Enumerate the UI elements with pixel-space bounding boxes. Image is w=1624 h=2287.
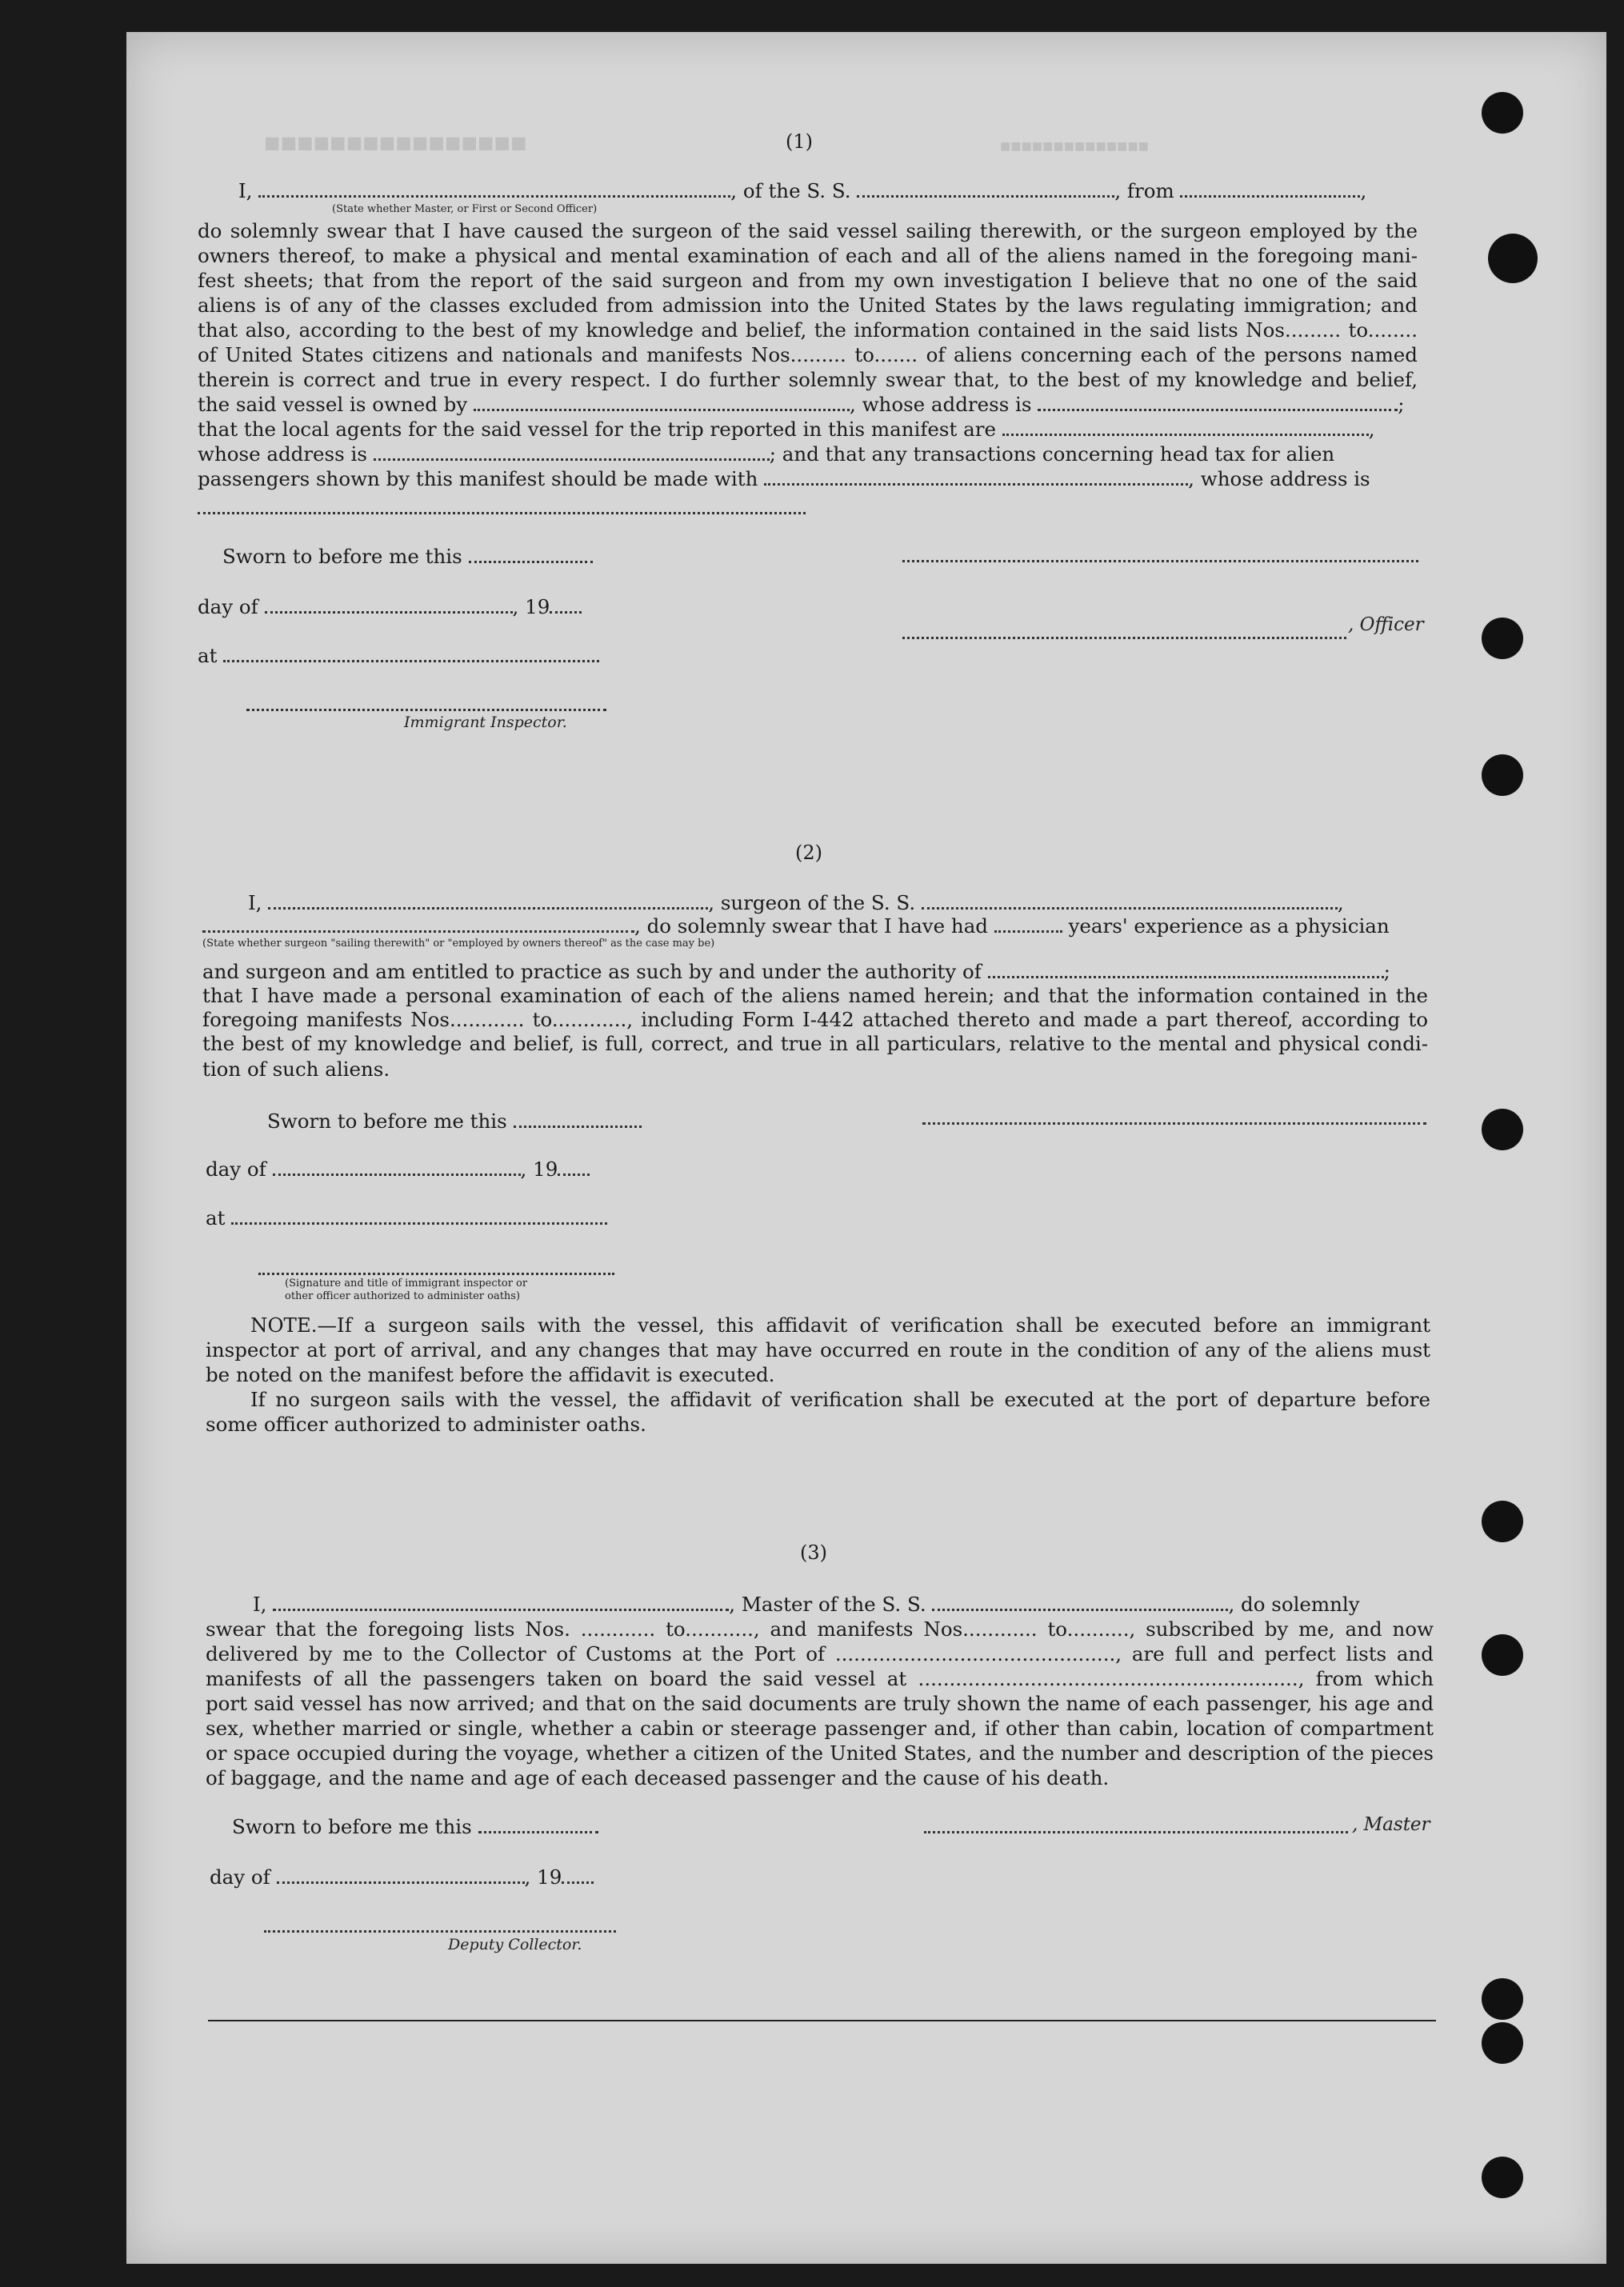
master-signature-line [924, 1831, 1348, 1833]
year-blank [550, 608, 582, 614]
note-line-4: If no surgeon sails with the vessel, the affidavit of verification shall be executed at the port of departure before [250, 1388, 1430, 1411]
sec1-line: of United States citizens and nationals and manifests Nos......... to....... of aliens concerning each of the persons named [198, 343, 1418, 366]
month-blank [277, 1878, 525, 1884]
sec3-last-line: of baggage, and the name and age of each deceased passenger and the cause of his death. [206, 1766, 1110, 1789]
surgeon-status-blank [202, 927, 634, 933]
contact-address-blank [198, 512, 806, 514]
officer-signature-line [902, 637, 1346, 639]
sec3-intro-row [253, 1592, 1360, 1617]
sworn-day-blank [469, 558, 593, 563]
sworn-day-blank [514, 1122, 642, 1128]
note-master: (State whether Master, or First or Second Officer) [332, 203, 598, 215]
note-surgeon: (State whether surgeon "sailing therewith" or "employed by owners thereof" as the case may be) [202, 938, 715, 950]
sworn-label: Sworn to before me this [222, 545, 462, 568]
sec3-sworn [232, 1814, 598, 1839]
sec2-line: foregoing manifests Nos............ to............, including Form I-442 attached thereto and made a part thereof, according to [202, 1008, 1428, 1031]
punch-hole [1482, 1978, 1523, 2020]
deputy-collector-label: Deputy Collector. [448, 1936, 582, 1953]
local-agents-label: that the local agents for the said vessel for the trip reported in this manifest are [198, 418, 996, 441]
sec3-line: manifests of all the passengers taken on board the said vessel at ............................................................., from which [206, 1667, 1434, 1690]
sec2-sworn [267, 1109, 642, 1134]
sec2-at [206, 1205, 607, 1230]
vessel-name-blank [857, 192, 1114, 198]
surgeon-name-blank [268, 904, 708, 910]
sec3-line: or space occupied during the voyage, whether a citizen of the United States, and the number and description of the pieces [206, 1741, 1434, 1765]
sec1-at [198, 643, 599, 668]
head-tax-contact-blank [764, 480, 1188, 486]
owner-address-blank [1038, 406, 1398, 411]
sec2-intro-row: I, , surgeon of the S. S. , [248, 891, 1344, 914]
punch-hole [1482, 2022, 1523, 2064]
month-blank [265, 608, 513, 614]
owned-by-label: the said vessel is owned by [198, 393, 468, 416]
master-name-blank [258, 192, 730, 198]
sec1-line: do solemnly swear that I have caused the surgeon of the said vessel sailing therewith, or the surgeon employed by the [198, 219, 1418, 242]
agent-address-row [198, 442, 1334, 466]
from-label: , from [1114, 179, 1174, 202]
sec3-line: delivered by me to the Collector of Customs at the Port of ............................................., are full and perfect lists and [206, 1642, 1434, 1665]
sec2-day-of [206, 1157, 590, 1181]
bleed-through-mark: ■■■■■■■■■■■■■■■■ [264, 128, 527, 158]
of-the-ss: , of the S. S. [730, 179, 851, 202]
year-blank [562, 1878, 594, 1884]
sec1-line: fest sheets; that from the report of the said surgeon and from my own investigation I believe that no one of the said [198, 269, 1418, 292]
at-label: at [206, 1206, 226, 1229]
month-blank [273, 1170, 521, 1176]
punch-hole [1482, 92, 1523, 134]
sec1-day-of [198, 594, 582, 619]
note-line: inspector at port of arrival, and any changes that may have occurred en route in the condition of any of the aliens must [206, 1338, 1430, 1361]
sec1-line: that also, according to the best of my knowledge and belief, the information contained in the said lists Nos......... to........ [198, 318, 1418, 342]
signature-note-1: (Signature and title of immigrant inspector or [285, 1277, 528, 1289]
day-of-label: day of [198, 595, 258, 618]
sec2-line: the best of my knowledge and belief, is full, correct, and true in all particulars, relative to the mental and physical condi- [202, 1032, 1428, 1055]
do-solemnly-label: , do solemnly swear that I have had [634, 914, 988, 938]
sec1-line: therein is correct and true in every respect. I do further solemnly swear that, to the best of my knowledge and belief, [198, 368, 1418, 391]
sec1-sworn [222, 544, 593, 569]
section-1-number: (1) [786, 130, 813, 153]
intro-i: I, [248, 891, 262, 914]
sworn-day-blank [478, 1828, 598, 1833]
sec3-line: sex, whether married or single, whether a cabin or steerage passenger and, if other than cabin, location of compartment [206, 1717, 1434, 1740]
day-of-label: day of [206, 1157, 266, 1181]
deputy-signature-line [264, 1930, 616, 1933]
punch-hole [1482, 618, 1523, 659]
sec3-line: port said vessel has now arrived; and that on the said documents are truly shown the name of each passenger, his age and [206, 1692, 1434, 1715]
sec1-line: aliens is of any of the classes excluded from admission into the United States by the laws regulating immigration; and [198, 294, 1418, 317]
punch-hole [1488, 234, 1538, 283]
bleed-through-mark: ■■■■■■■■■■■■■■ [1000, 136, 1150, 156]
punch-hole [1482, 1634, 1523, 1676]
sec3-line: swear that the foregoing lists Nos. ............ to..........., and manifests Nos............ to.........., subscribed by me, and now [206, 1617, 1434, 1641]
entitled-label: and surgeon and am entitled to practice as such by and under the authority of [202, 960, 982, 983]
signature-note-2: other officer authorized to administer oaths) [285, 1290, 521, 1302]
years-experience-label: years' experience as a physician [1068, 914, 1390, 938]
punch-hole [1482, 754, 1523, 796]
day-of-label: day of [210, 1865, 270, 1889]
year-blank [558, 1170, 590, 1176]
note-line: NOTE.—If a surgeon sails with the vessel, this affidavit of verification shall be executed before an immigrant [250, 1313, 1430, 1337]
officer-label: , Officer [1348, 614, 1424, 635]
year-label: , 19 [524, 1865, 562, 1889]
local-agents-row: that the local agents for the said vessel for the trip reported in this manifest are , [198, 418, 1375, 441]
inspector-signature-line [258, 1273, 614, 1275]
master-of-label: , Master of the S. S. [729, 1593, 926, 1616]
inspector-signature-line [246, 709, 606, 711]
master-label: , Master [1352, 1814, 1430, 1835]
agent-address-blank [374, 455, 770, 461]
section-2-number: (2) [795, 842, 822, 864]
note-line-5: some officer authorized to administer oaths. [206, 1413, 646, 1436]
whose-address-label-2: whose address is [198, 442, 367, 466]
vessel-name-blank [932, 1605, 1228, 1611]
year-label: , 19 [512, 595, 550, 618]
place-blank [223, 657, 599, 662]
sworn-label: Sworn to before me this [267, 1110, 507, 1133]
sec1-line: owners thereof, to make a physical and mental examination of each and all of the aliens named in the foregoing mani- [198, 244, 1418, 267]
sec2-last-line: tion of such aliens. [202, 1058, 390, 1081]
head-tax-text: ; and that any transactions concerning head tax for alien [769, 442, 1335, 466]
bottom-rule [208, 2020, 1436, 2021]
punch-hole [1482, 1501, 1523, 1542]
passengers-label: passengers shown by this manifest should be made with [198, 467, 758, 490]
year-label: , 19 [520, 1157, 558, 1181]
at-label: at [198, 644, 218, 667]
passengers-row [198, 466, 1370, 491]
sec3-day-of [210, 1865, 594, 1889]
local-agents-blank [1002, 430, 1369, 436]
intro-i: I, [253, 1593, 267, 1616]
owner-blank [474, 406, 850, 411]
sec2-experience-row [202, 914, 1390, 938]
immigrant-inspector-label: Immigrant Inspector. [404, 714, 567, 731]
authority-blank [988, 973, 1384, 978]
whose-address-label: , whose address is [850, 393, 1032, 416]
sec2-entitled-row: and surgeon and am entitled to practice as such by and under the authority of ; [202, 960, 1390, 983]
surgeon-of-label: , surgeon of the S. S. [708, 891, 916, 914]
intro-i: I, [238, 179, 253, 202]
do-solemnly-label: , do solemnly [1228, 1593, 1360, 1616]
whose-address-label-3: , whose address is [1188, 467, 1370, 490]
punch-hole [1482, 1109, 1523, 1150]
sec2-line: that I have made a personal examination of each of the aliens named herein; and that the information contained in the [202, 984, 1428, 1007]
officer-signature-line-top [902, 560, 1418, 562]
punch-hole [1482, 2157, 1523, 2198]
sec1-intro-row: I, , of the S. S. , from , [238, 179, 1367, 202]
vessel-name-blank [922, 904, 1338, 910]
surgeon-signature-line [922, 1122, 1426, 1125]
from-port-blank [1180, 192, 1360, 198]
sworn-label: Sworn to before me this [232, 1815, 472, 1838]
place-blank [231, 1219, 607, 1225]
section-3-number: (3) [800, 1541, 827, 1564]
years-blank [994, 927, 1062, 933]
note-line-3: be noted on the manifest before the affidavit is executed. [206, 1363, 775, 1386]
owned-by-row: the said vessel is owned by , whose address is ; [198, 393, 1405, 416]
master-name-blank [273, 1605, 729, 1611]
